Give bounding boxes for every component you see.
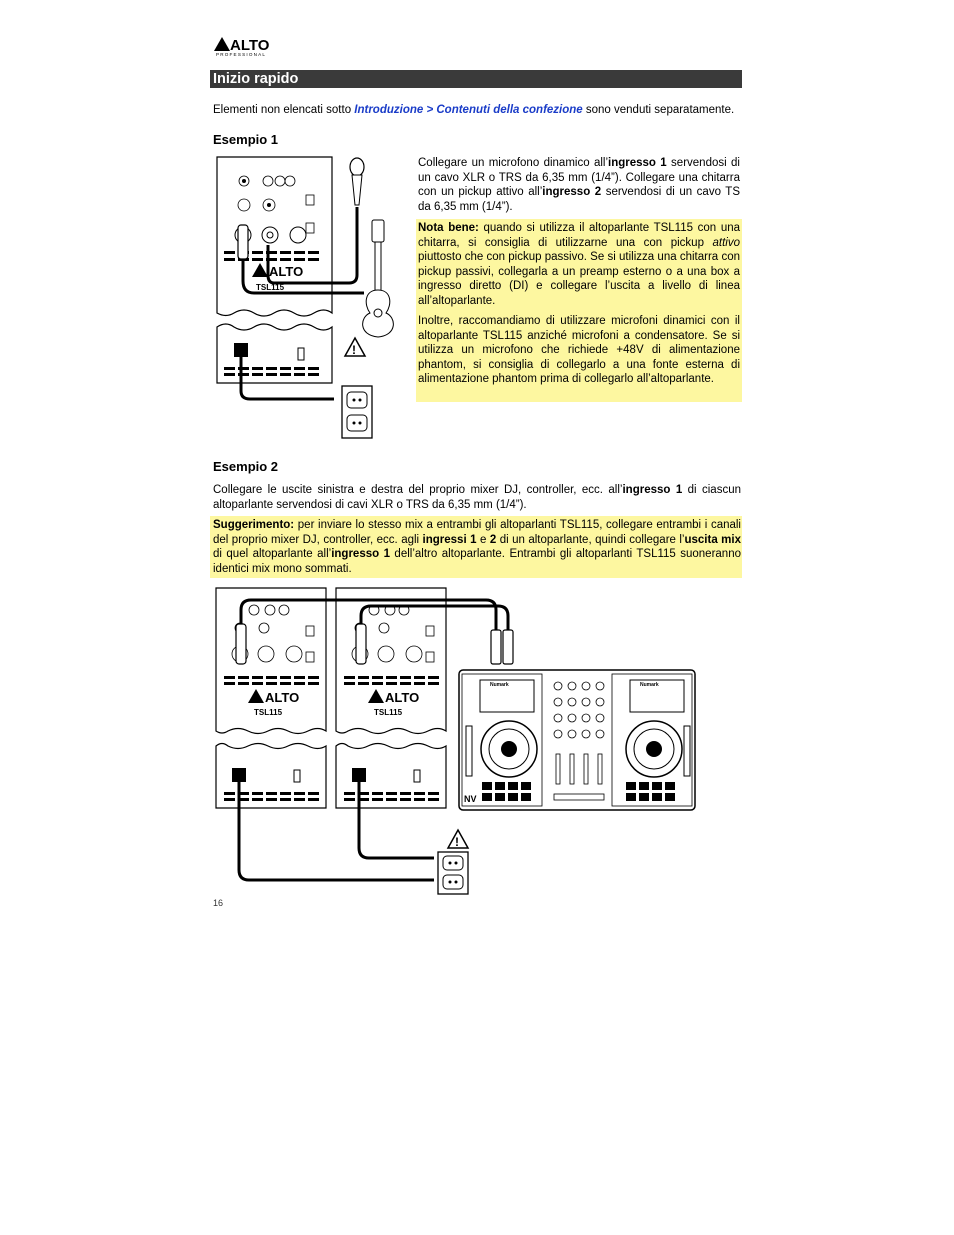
intro-link[interactable]: Introduzione > Contenuti della confezione <box>354 104 583 116</box>
svg-text:NV: NV <box>464 794 477 804</box>
example1-diagram <box>214 155 414 445</box>
svg-text:TSL115: TSL115 <box>374 708 403 717</box>
svg-text:!: ! <box>352 343 356 357</box>
logo-subtext: PROFESSIONAL <box>216 52 267 57</box>
speaker-right <box>336 588 446 808</box>
svg-text:!: ! <box>455 835 459 849</box>
guitar-icon <box>363 220 394 337</box>
svg-text:ALTO: ALTO <box>385 690 420 705</box>
power-outlet-icon <box>342 386 372 438</box>
microphone-icon <box>350 158 364 176</box>
example2-tip-box <box>210 516 742 578</box>
svg-text:Numark: Numark <box>640 682 659 688</box>
svg-text:ALTO: ALTO <box>265 690 300 705</box>
logo-text: ALTO <box>230 37 270 54</box>
example2-heading: Esempio 2 <box>213 459 279 474</box>
example1-note-box <box>416 219 742 402</box>
note-paragraph-2: Inoltre, raccomandiamo di utilizzare microfoni dinamici con il altoparlante TSL115 anziché microfoni a condensatore. Se si utilizza un microfono che richiede +48V di alimentazione phantom, si consiglia di collegarlo a una fonte esterna di alimentazione phantom prima di collegarlo all’altoparlante. <box>418 315 740 386</box>
note-paragraph-1: Nota bene: quando si utilizza il altoparlante TSL115 con una chitarra, si consiglia di utilizzarne una con pickup attivo piuttosto che con pickup passivo. Se si utilizza una chitarra con pickup passivi, collegarla a un preamp esterno o a una box a ingresso diretto (DI) e collegare l’uscita a livello di linea all’altoparlante. <box>418 222 741 307</box>
section-title-bar <box>210 70 742 88</box>
intro-text-end: sono venduti separatamente. <box>582 104 735 116</box>
example2-paragraph: Collegare le uscite sinistra e destra del proprio mixer DJ, controller, ecc. all’ingresso 1 di ciascun altoparlante servendosi di cavi XLR o TRS da 6,35 mm (1/4”). <box>213 484 741 511</box>
intro-line <box>213 103 753 117</box>
alto-logo <box>212 33 278 57</box>
section-title: Inizio rapido <box>213 71 299 87</box>
tip-paragraph: Suggerimento: per inviare lo stesso mix a entrambi gli altoparlanti TSL115, collegare entrambi i canali del proprio mixer DJ, controller, ecc. agli ingressi 1 e 2 di un altoparlante, quindi collegare l’uscita mix di quel altoparlante all’ingresso 1 dell’altro altoparlante. Entrambi gli altoparlanti TSL115 suoneranno identici mix mono sommati. <box>213 519 741 575</box>
example2-diagram <box>214 586 700 898</box>
svg-text:Numark: Numark <box>490 682 509 688</box>
speaker1-brand: ALTO <box>269 264 304 279</box>
page-number: 16 <box>213 898 224 908</box>
example1-paragraph: Collegare un microfono dinamico all’ingresso 1 servendosi di un cavo XLR o TRS da 6,35 mm (1/4”). Collegare una chitarra con un pickup attivo all’ingresso 2 servendosi di un cavo TS da 6,35 mm (1/4”). <box>418 157 740 213</box>
intro-text: Elementi non elencati sotto <box>213 104 355 116</box>
power-outlet-icon-2 <box>438 852 468 894</box>
speaker1-model: TSL115 <box>256 283 285 292</box>
dj-controller <box>459 670 695 810</box>
example1-heading: Esempio 1 <box>213 132 279 147</box>
svg-text:TSL115: TSL115 <box>254 708 283 717</box>
speaker-left <box>216 588 326 808</box>
